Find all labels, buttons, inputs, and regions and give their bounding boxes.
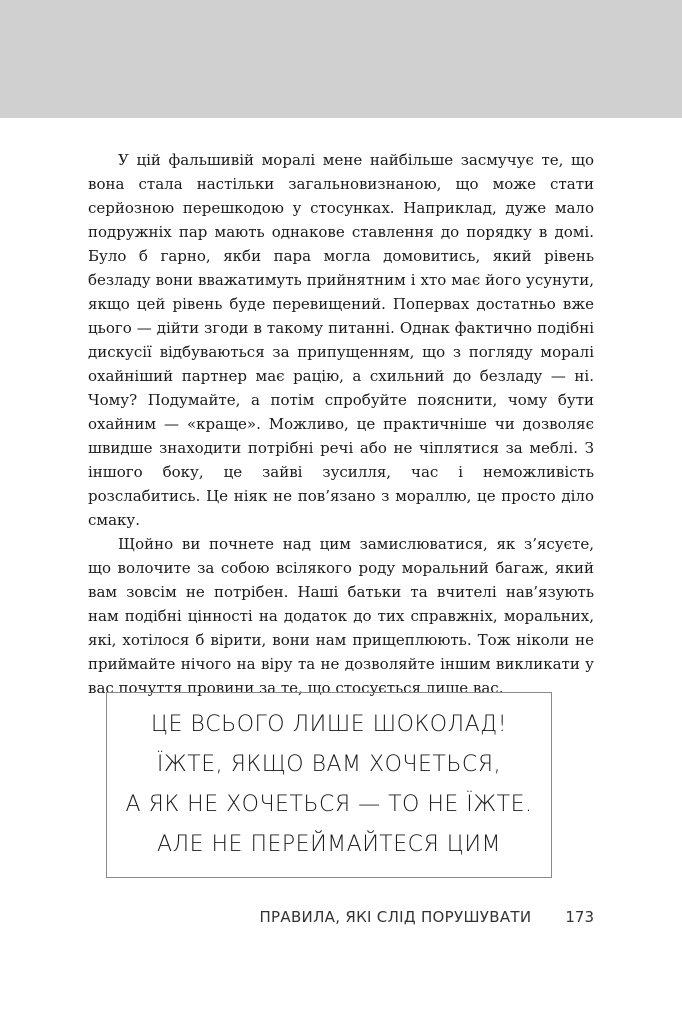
quote-box xyxy=(106,692,552,878)
quote-line: ЇЖТЕ, ЯКЩО ВАМ ХОЧЕТЬСЯ, xyxy=(156,752,502,777)
header-band xyxy=(0,0,682,118)
paragraph: Щойно ви почнете над цим замислюватися, як з’ясуєте, що волочите за собою всілякого роду моральний багаж, який вам зовсім не потрібен. Наші батьки та вчителі нав’язують нам подібні цінності на додаток до тих справжніх, моральних, які, хотілося б вірити, вони нам прищеплюють. Тож ніколи не приймайте нічого на віру та не дозволяйте іншим викликати у вас почуття провини за те, що стосується лише вас. xyxy=(88,535,594,697)
page-number: 173 xyxy=(565,908,594,926)
quote-line: АЛЕ НЕ ПЕРЕЙМАЙТЕСЯ ЦИМ xyxy=(157,832,501,857)
paragraph: У цій фальшивій моралі мене найбільше засмучує те, що вона стала настільки загальновизнаною, що може стати серйозною перешкодою у стосунках. Наприклад, дуже мало подружніх пар мають однакове ставлення до порядку в домі. Було б гарно, якби пара могла домовитись, який рівень безладу вони вважатимуть прийнятним і хто має його усунути, якщо цей рівень буде перевищений. Поперваx достатньо вже цього — дійти згоди в такому питанні. Однак фактично подібні дискусії відбуваються за припущенням, що з погляду моралі охайніший партнер має рацію, а схильний до безладу — ні. Чому? Подумайте, а потім спробуйте пояснити, чому бути охайним — «краще». Можливо, це практичніше чи дозволяє швидше знаходити потрібні речі або не чіплятися за меблі. З іншого боку, це зайві зусилля, час і неможливість розслабитись. Це ніяк не пов’язано з мораллю, це просто діло смаку. xyxy=(88,151,594,529)
quote-line: А ЯК НЕ ХОЧЕТЬСЯ — ТО НЕ ЇЖТЕ. xyxy=(125,792,533,817)
page-footer xyxy=(259,908,594,926)
running-title: ПРАВИЛА, ЯКІ СЛІД ПОРУШУВАТИ xyxy=(259,908,532,926)
body-text xyxy=(88,148,594,700)
quote-line: ЦЕ ВСЬОГО ЛИШЕ ШОКОЛАД! xyxy=(150,712,508,737)
